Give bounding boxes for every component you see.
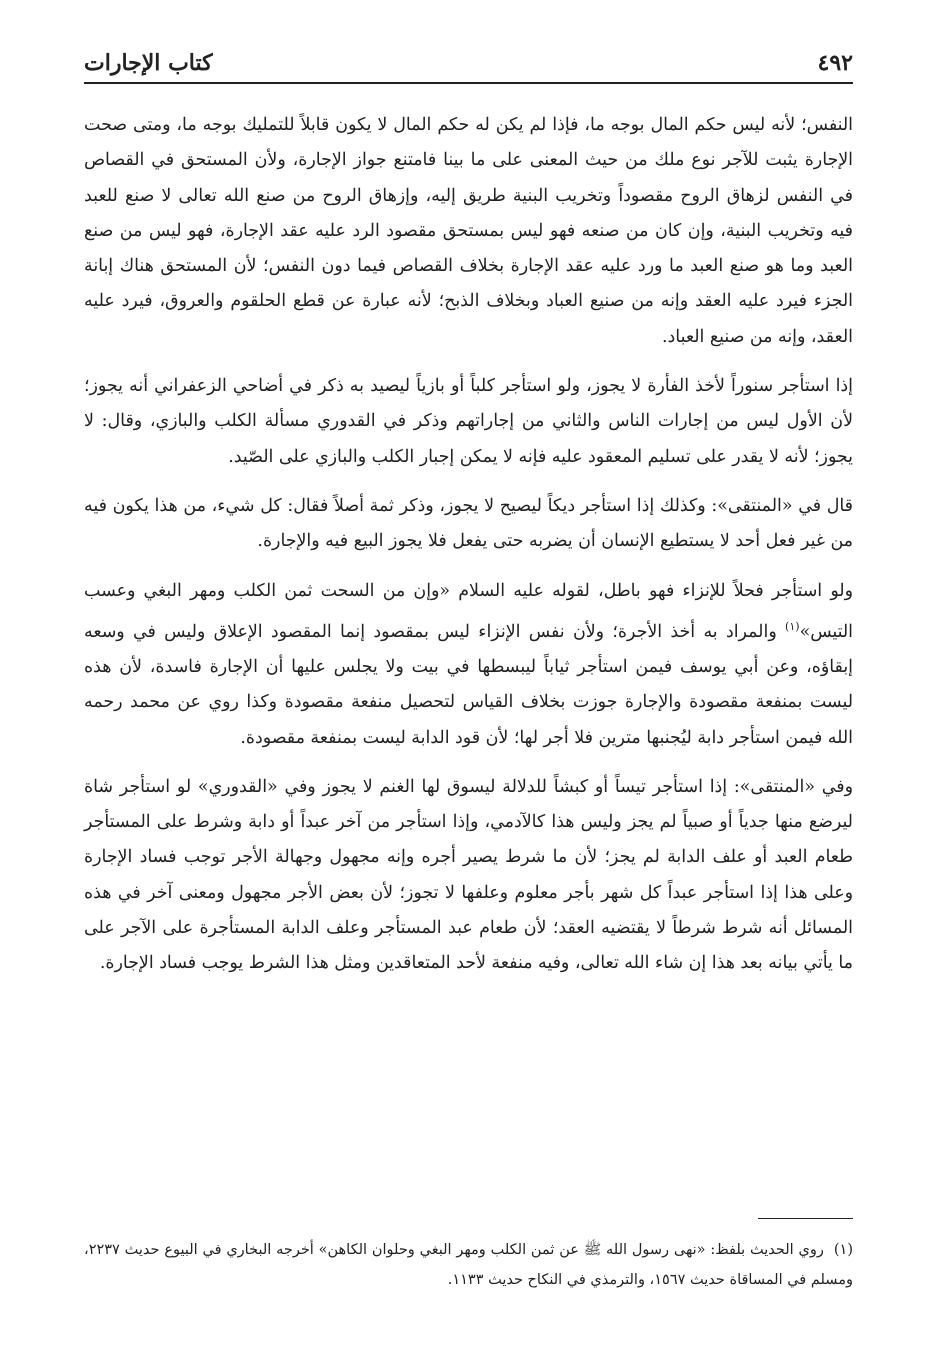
- paragraph-3: قال في «المنتقى»: وكذلك إذا استأجر ديكاً ليصيح لا يجوز، وذكر ثمة أصلاً فقال: كل شيء، من هذا يكون فيه من غير فعل أحد لا يستطيع الإنسان أن يضربه حتى يفعل فلا يجوز البيع فيه والإجارة.: [84, 495, 853, 552]
- footnote-reference: (١): [785, 619, 800, 633]
- paragraph-4-part-2: والمراد به أخذ الأجرة؛ ولأن نفس الإنزاء ليس بمقصود إنما المقصود الإعلاق وليس في وسعه إبقاؤه، وعن أبي يوسف فيمن استأجر ثياباً ليبسطها في بيت ولا يجلس عليها أن الإجارة فاسدة، لأن هذه ليست بمنفعة مقصودة والإجارة جوزت بخلاف القياس لتحصيل منفعة مقصودة وكذا روي عن محمد رحمه الله فيمن استأجر دابة ليُجنبها مترين فلا أجر لها؛ لأن قود الدابة ليست بمنفعة مقصودة.: [84, 621, 853, 748]
- paragraph-4: [84, 574, 853, 756]
- paragraph-2: إذا استأجر سنوراً لأخذ الفأرة لا يجوز، ولو استأجر كلباً أو بازياً ليصيد به ذكر في أضاحي الزعفراني أنه يجوز؛ لأن الأول ليس من إجارات الناس والثاني من إجاراتهم وذكر في القدوري مسألة الكلب والبازي، وقال: لا يجوز؛ لأنه لا يقدر على تسليم المعقود عليه فإنه لا يمكن إجبار الكلب والبازي على الصّيد.: [84, 376, 853, 467]
- paragraph-1: النفس؛ لأنه ليس حكم المال بوجه ما، فإذا لم يكن له حكم المال لا يكون قابلاً للتمليك بوجه ما، ومتى صحت الإجارة يثبت للآجر نوع ملك من حيث المعنى على ما بينا فامتنع جواز الإجارة، ولأن المستحق في القصاص في النفس لزهاق الروح مقصوداً وتخريب البنية طريق إليه، وإزهاق الروح من صنع الله تعالى لا صنع للعبد فيه وتخريب البنية، وإن كان من صنعه فهو ليس بمستحق مقصود الرد عليه عقد الإجارة، فهو ليس من صنع العبد وما هو صنع العبد ما ورد عليه عقد الإجارة بخلاف القصاص فيما دون النفس؛ لأن المستحق هناك إبانة الجزء فيرد عليه العقد وإنه من صنيع العباد وبخلاف الذبح؛ لأنه عبارة عن قطع الحلقوم والعروق، فيرد عليه العقد، وإنه من صنيع العباد.: [84, 115, 853, 347]
- footnote: [84, 1235, 853, 1295]
- footnote-text: روي الحديث بلفظ: «نهى رسول الله ﷺ عن ثمن الكلب ومهر البغي وحلوان الكاهن» أخرجه البخاري في البيوع حديث ٢٢٣٧، ومسلم في المساقاة حديث ١٥٦٧، والترمذي في النكاح حديث ١١٣٣.: [84, 1242, 853, 1288]
- main-text: [84, 108, 853, 996]
- footnote-separator: [758, 1218, 853, 1219]
- paragraph-4-part-1: ولو استأجر فحلاً للإنزاء فهو باطل، لقوله عليه السلام «وإن من السحت ثمن الكلب ومهر البغي وعسب التيس»: [84, 580, 853, 642]
- footnote-number: (١): [833, 1242, 853, 1258]
- paragraph-5: وفي «المنتقى»: إذا استأجر تيساً أو كبشاً للدلالة ليسوق لها الغنم لا يجوز وفي «القدوري» لو استأجر شاة ليرضع منها جدياً أو صبياً لم يجز وليس هذا كالآدمي، وإذا استأجر من آخر عبداً أو دابة وشرط على المستأجر طعام العبد أو علف الدابة لم يجز؛ لأن ما شرط يصير أجره وإنه مجهول وجهالة الأجر توجب فساد الإجارة وعلى هذا إذا استأجر عبداً كل شهر بأجر معلوم وعلفها لا تجوز؛ لأن بعض الأجر مجهول ومعنى آخر في هذه المسائل أنه شرط شرطاً لا يقتضيه العقد؛ لأن طعام عبد المستأجر وعلف الدابة المستأجرة على الآجر على ما يأتي بيانه بعد هذا إن شاء الله تعالى، وفيه منفعة لأحد المتعاقدين ومثل هذا الشرط يوجب فساد الإجارة.: [84, 776, 853, 974]
- book-title: كتاب الإجارات: [84, 50, 213, 76]
- page-number: ٤٩٢: [817, 50, 853, 76]
- page-header: [84, 46, 853, 84]
